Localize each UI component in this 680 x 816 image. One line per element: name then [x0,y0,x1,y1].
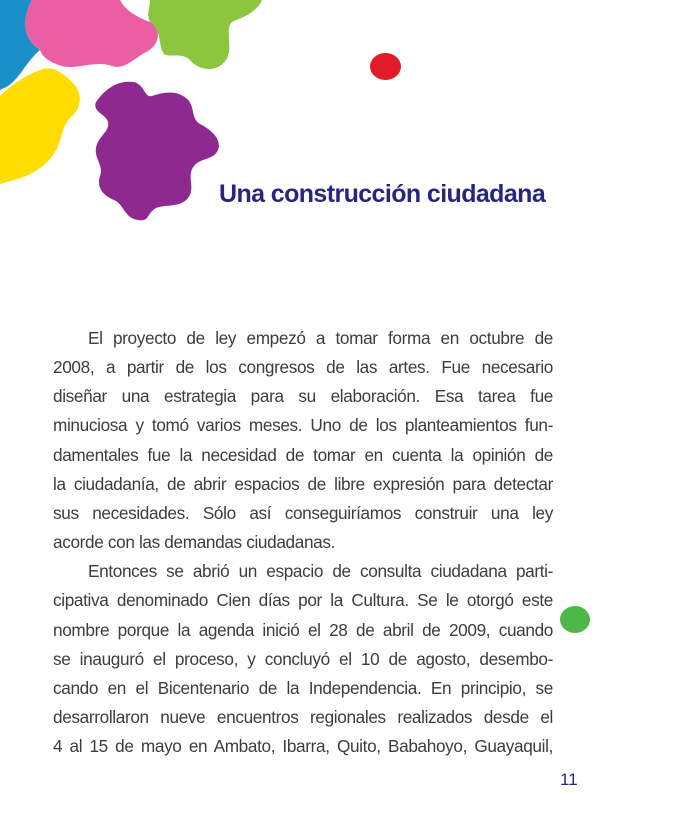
text-line: acorde con las demandas ciudadanas. [53,532,336,553]
page-title: Una construcción ciudadana [219,180,546,208]
text-line: minuciosa y tomó varios meses. Uno de los planteamientos fun- [53,415,553,436]
purple-puzzle-piece [95,82,219,221]
text-line: Entonces se abrió un espacio de consulta ciudadana parti- [88,561,553,582]
text-line: cipativa denominado Cien días por la Cultura. Se le otorgó este [53,590,553,611]
red-dot-decoration [370,53,401,80]
text-line: se inauguró el proceso, y concluyó el 10 de agosto, desembo- [53,648,553,669]
text-line: nombre porque la agenda inició el 28 de abril de 2009, cuando [53,619,553,640]
paragraph-2 [53,557,553,761]
pink-puzzle-piece [25,0,158,67]
text-line: 2008, a partir de los congresos de las artes. Fue necesario [53,357,553,378]
body-text [53,324,553,761]
text-line: damentales fue la necesidad de tomar en cuenta la opinión de [53,444,553,465]
text-line: la ciudadanía, de abrir espacios de libre expresión para detectar [53,473,553,494]
text-line: desarrollaron nueve encuentros regionales realizados desde el [53,707,553,728]
green-dot-decoration [560,606,590,633]
page-number: 11 [560,770,578,789]
text-line: 4 al 15 de mayo en Ambato, Ibarra, Quito, Babahoyo, Guayaquil, [53,736,553,757]
text-line: sus necesidades. Sólo así conseguiríamos construir una ley [53,502,553,523]
text-line: El proyecto de ley empezó a tomar forma en octubre de [88,328,553,348]
paragraph-1 [53,324,553,557]
green-puzzle-piece [148,0,262,69]
text-line: diseñar una estrategia para su elaboración. Esa tarea fue [53,386,553,407]
text-line: cando en el Bicentenario de la Independencia. En principio, se [53,677,553,698]
yellow-puzzle-piece [0,68,80,184]
